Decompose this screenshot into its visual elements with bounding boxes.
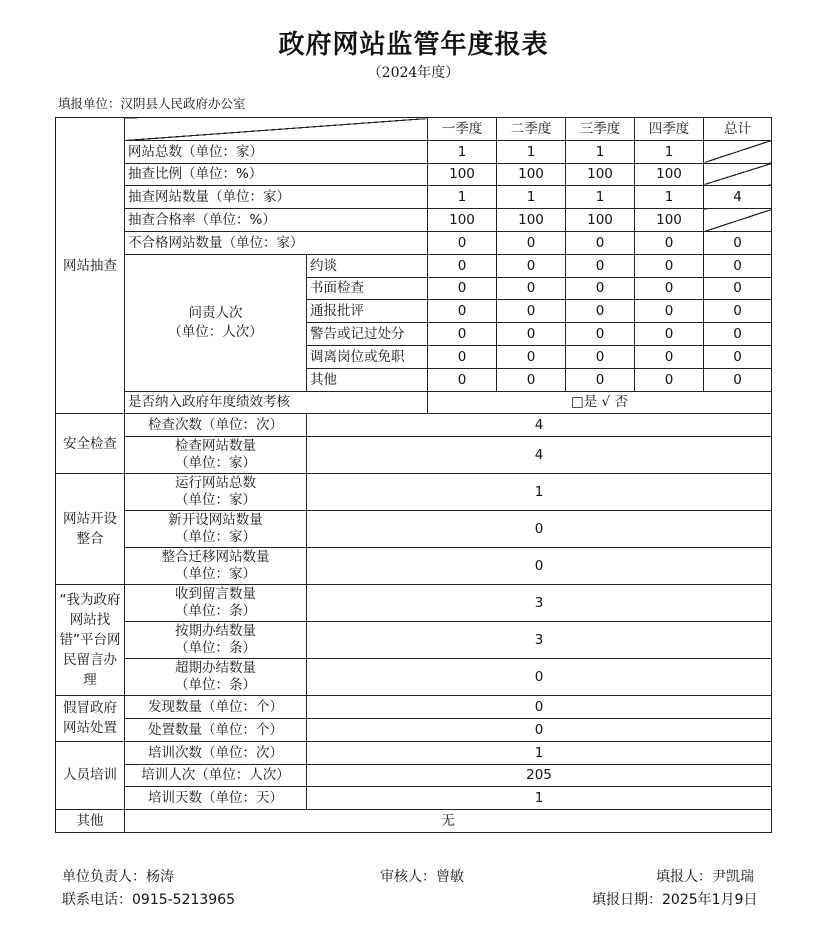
section-msg: “我为政府网站找错”平台网民留言办理 xyxy=(56,585,125,696)
security-item-label-line1: 检查网站数量 xyxy=(175,438,256,455)
msg-item-label-line2: （单位：条） xyxy=(175,640,256,657)
footer-reviewer: 审核人：曾敏 xyxy=(380,869,464,885)
fake-item-value: 0 xyxy=(307,718,772,741)
perf-label: 是否纳入政府年度绩效考核 xyxy=(125,391,428,414)
setup-item-label-line1: 整合迁移网站数量 xyxy=(161,549,270,566)
spot-row xyxy=(56,186,772,209)
report-table-body xyxy=(56,118,772,833)
setup-row xyxy=(56,548,772,585)
msg-item-label-line1: 超期办结数量 xyxy=(175,660,256,677)
spot-value: 1 xyxy=(428,186,497,209)
setup-row xyxy=(56,511,772,548)
accountability-value: 0 xyxy=(635,254,704,277)
accountability-value: 0 xyxy=(497,368,566,391)
setup-item-label-line2: （单位：家） xyxy=(175,529,256,546)
spot-value: 1 xyxy=(566,186,635,209)
msg-item-label-line1: 收到留言数量 xyxy=(175,586,256,603)
setup-item-label-line1: 新开设网站数量 xyxy=(168,512,263,529)
training-row xyxy=(56,764,772,787)
training-row xyxy=(56,741,772,764)
setup-item-value: 0 xyxy=(307,548,772,585)
footer-filler: 填报人：尹凯瑞 xyxy=(656,869,754,885)
accountability-label xyxy=(125,254,307,391)
accountability-label-line2: （单位：人次） xyxy=(168,323,263,340)
spot-value: 0 xyxy=(566,231,635,254)
accountability-value: 0 xyxy=(635,345,704,368)
spot-value: 1 xyxy=(428,140,497,163)
setup-row xyxy=(56,474,772,511)
fake-item-label-line1: 发现数量（单位：个） xyxy=(148,699,283,716)
accountability-value: 0 xyxy=(497,323,566,346)
other-row xyxy=(56,810,772,833)
accountability-value: 0 xyxy=(497,277,566,300)
accountability-type: 调离岗位或免职 xyxy=(307,345,428,368)
spot-value: 1 xyxy=(635,186,704,209)
training-item-label-line1: 培训天数（单位：天） xyxy=(148,790,283,807)
msg-item-label xyxy=(125,585,307,622)
accountability-value: 0 xyxy=(704,345,772,368)
spot-value: 100 xyxy=(428,209,497,232)
spot-row-label: 抽查合格率（单位：%） xyxy=(125,209,428,232)
accountability-type: 通报批评 xyxy=(307,300,428,323)
fake-row xyxy=(56,718,772,741)
training-item-label xyxy=(125,764,307,787)
accountability-value: 0 xyxy=(635,277,704,300)
msg-item-label xyxy=(125,622,307,659)
security-item-value: 4 xyxy=(307,437,772,474)
security-item-value: 4 xyxy=(307,414,772,437)
section-other: 其他 xyxy=(56,810,125,833)
accountability-type: 书面检查 xyxy=(307,277,428,300)
training-item-value: 1 xyxy=(307,787,772,810)
accountability-value: 0 xyxy=(428,254,497,277)
spot-value: 0 xyxy=(704,231,772,254)
page-title: 政府网站监管年度报表 xyxy=(278,30,549,60)
accountability-value: 0 xyxy=(704,368,772,391)
accountability-value: 0 xyxy=(635,300,704,323)
spot-value: 0 xyxy=(497,231,566,254)
spot-value: 100 xyxy=(566,163,635,186)
header-quarter: 总计 xyxy=(704,118,772,141)
spot-value: 100 xyxy=(497,209,566,232)
section-spot-check: 网站抽查 xyxy=(56,118,125,414)
header-row xyxy=(56,118,772,141)
security-item-label xyxy=(125,437,307,474)
accountability-row xyxy=(56,254,772,277)
report-table xyxy=(55,117,772,833)
msg-item-label-line2: （单位：条） xyxy=(175,603,256,620)
spot-value: 0 xyxy=(428,231,497,254)
header-quarter: 一季度 xyxy=(428,118,497,141)
msg-row xyxy=(56,585,772,622)
msg-item-label xyxy=(125,659,307,696)
setup-item-label-line2: （单位：家） xyxy=(175,566,256,583)
accountability-value: 0 xyxy=(497,300,566,323)
spot-value: 100 xyxy=(566,209,635,232)
spot-value: 1 xyxy=(497,140,566,163)
accountability-value: 0 xyxy=(566,368,635,391)
section-training: 人员培训 xyxy=(56,741,125,809)
accountability-value: 0 xyxy=(704,254,772,277)
spot-value: 1 xyxy=(635,140,704,163)
setup-item-label-line2: （单位：家） xyxy=(175,492,256,509)
setup-item-label xyxy=(125,511,307,548)
training-item-label-line1: 培训次数（单位：次） xyxy=(148,744,283,761)
accountability-type: 警告或记过处分 xyxy=(307,323,428,346)
perf-row xyxy=(56,391,772,414)
accountability-type: 约谈 xyxy=(307,254,428,277)
msg-item-value: 3 xyxy=(307,585,772,622)
empty-diagonal-cell xyxy=(704,140,772,163)
msg-row xyxy=(56,659,772,696)
msg-row xyxy=(56,622,772,659)
msg-item-value: 3 xyxy=(307,622,772,659)
accountability-value: 0 xyxy=(428,345,497,368)
accountability-value: 0 xyxy=(428,368,497,391)
spot-row xyxy=(56,140,772,163)
setup-item-value: 0 xyxy=(307,511,772,548)
accountability-value: 0 xyxy=(497,345,566,368)
security-item-label-line1: 检查次数（单位：次） xyxy=(148,417,283,434)
spot-value: 100 xyxy=(428,163,497,186)
footer-date: 填报日期：2025年1月9日 xyxy=(592,892,758,908)
security-row xyxy=(56,414,772,437)
other-value: 无 xyxy=(125,810,772,833)
fake-item-label xyxy=(125,718,307,741)
spot-row xyxy=(56,209,772,232)
fake-item-label xyxy=(125,696,307,719)
spot-row-label: 网站总数（单位：家） xyxy=(125,140,428,163)
fake-item-label-line1: 处置数量（单位：个） xyxy=(148,721,283,738)
spot-value: 100 xyxy=(635,163,704,186)
spot-row xyxy=(56,231,772,254)
training-item-label xyxy=(125,741,307,764)
accountability-value: 0 xyxy=(635,368,704,391)
empty-diagonal-cell xyxy=(704,163,772,186)
training-item-value: 205 xyxy=(307,764,772,787)
perf-value: □是 √ 否 xyxy=(428,391,772,414)
spot-value: 100 xyxy=(635,209,704,232)
filing-unit: 填报单位：汉阴县人民政府办公室 xyxy=(58,96,246,111)
spot-value: 100 xyxy=(497,163,566,186)
spot-value: 1 xyxy=(566,140,635,163)
spot-value: 4 xyxy=(704,186,772,209)
accountability-value: 0 xyxy=(704,323,772,346)
training-item-value: 1 xyxy=(307,741,772,764)
footer-leader: 单位负责人：杨涛 xyxy=(62,869,174,885)
accountability-value: 0 xyxy=(704,300,772,323)
msg-item-label-line1: 按期办结数量 xyxy=(175,623,256,640)
msg-item-label-line2: （单位：条） xyxy=(175,677,256,694)
setup-item-label-line1: 运行网站总数 xyxy=(175,475,256,492)
section-setup: 网站开设整合 xyxy=(56,474,125,585)
footer-phone: 联系电话：0915-5213965 xyxy=(62,892,236,908)
accountability-value: 0 xyxy=(428,323,497,346)
accountability-value: 0 xyxy=(635,323,704,346)
accountability-value: 0 xyxy=(566,300,635,323)
spot-value: 0 xyxy=(635,231,704,254)
setup-item-value: 1 xyxy=(307,474,772,511)
accountability-value: 0 xyxy=(566,345,635,368)
setup-item-label xyxy=(125,474,307,511)
accountability-value: 0 xyxy=(566,323,635,346)
section-fake: 假冒政府网站处置 xyxy=(56,696,125,742)
header-quarter: 三季度 xyxy=(566,118,635,141)
setup-item-label xyxy=(125,548,307,585)
security-item-label-line2: （单位：家） xyxy=(175,455,256,472)
accountability-value: 0 xyxy=(428,277,497,300)
msg-item-value: 0 xyxy=(307,659,772,696)
security-row xyxy=(56,437,772,474)
accountability-value: 0 xyxy=(428,300,497,323)
empty-diagonal-cell xyxy=(704,209,772,232)
header-diagonal xyxy=(125,118,428,141)
security-item-label xyxy=(125,414,307,437)
spot-row-label: 抽查网站数量（单位：家） xyxy=(125,186,428,209)
header-quarter: 四季度 xyxy=(635,118,704,141)
training-item-label xyxy=(125,787,307,810)
spot-row xyxy=(56,163,772,186)
spot-value: 1 xyxy=(497,186,566,209)
header-quarter: 二季度 xyxy=(497,118,566,141)
spot-row-label: 不合格网站数量（单位：家） xyxy=(125,231,428,254)
accountability-value: 0 xyxy=(704,277,772,300)
training-row xyxy=(56,787,772,810)
accountability-value: 0 xyxy=(497,254,566,277)
section-security: 安全检查 xyxy=(56,414,125,474)
training-item-label-line1: 培训人次（单位：人次） xyxy=(141,767,290,784)
fake-item-value: 0 xyxy=(307,696,772,719)
fake-row xyxy=(56,696,772,719)
accountability-type: 其他 xyxy=(307,368,428,391)
spot-row-label: 抽查比例（单位：%） xyxy=(125,163,428,186)
accountability-value: 0 xyxy=(566,254,635,277)
accountability-value: 0 xyxy=(566,277,635,300)
report-year: （2024年度） xyxy=(367,65,460,81)
accountability-label-line1: 问责人次 xyxy=(188,304,243,321)
